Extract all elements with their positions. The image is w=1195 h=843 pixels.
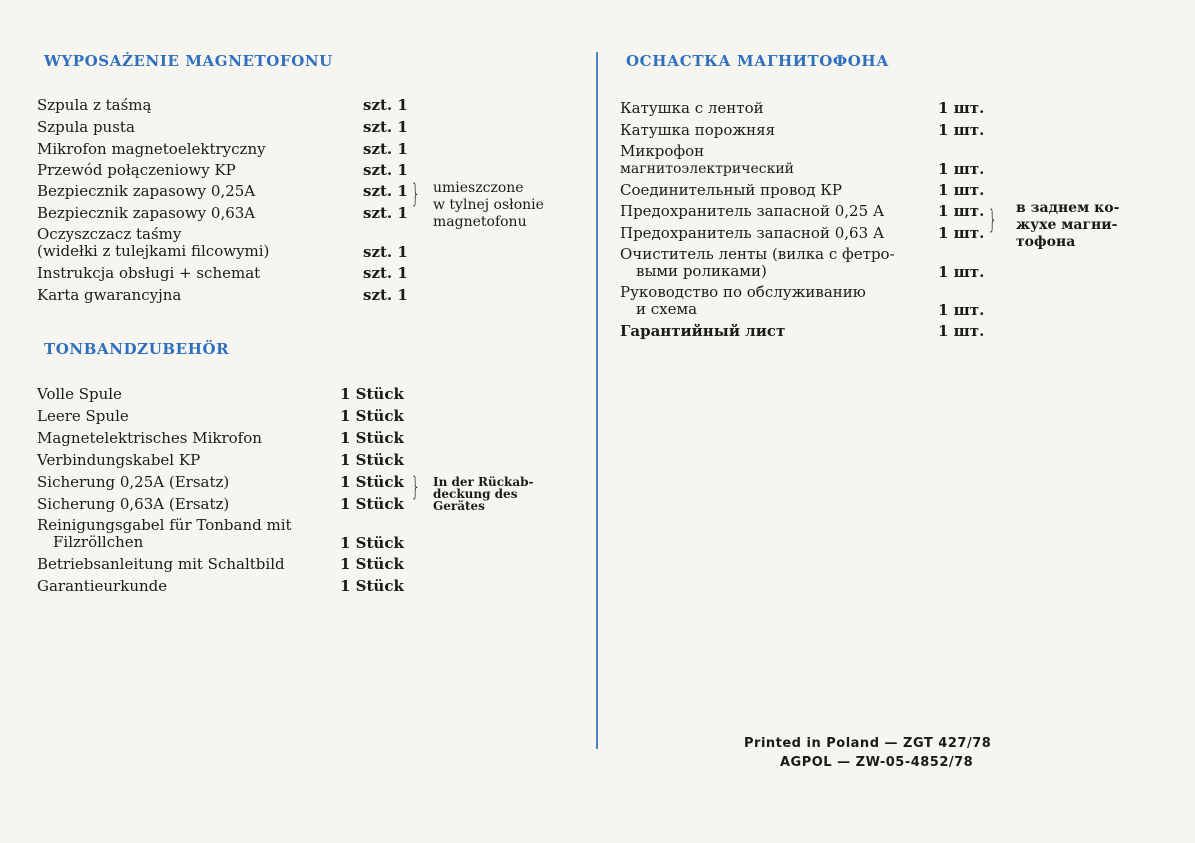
polish-list xyxy=(37,96,417,308)
list-item: Volle Spule 1 Stück xyxy=(37,385,404,403)
imprint-line-1: Printed in Poland — ZGT 427/78 xyxy=(744,736,992,751)
russian-list xyxy=(620,99,1000,344)
polish-note: umieszczone w tylnej osłonie magnetofonu xyxy=(433,180,544,230)
german-note: In der Rückab- deckung des Gerätes xyxy=(433,475,534,513)
list-item: Bezpiecznik zapasowy 0,25A szt. 1 xyxy=(37,182,408,200)
list-item: Предохранитель запасной 0,63 А 1 шт. xyxy=(620,224,985,242)
imprint-line-2: AGPOL — ZW-05-4852/78 xyxy=(780,755,974,770)
list-item: Szpula z taśmą szt. 1 xyxy=(37,96,408,114)
list-item: Karta gwarancyjna szt. 1 xyxy=(37,286,408,304)
list-item: Очиститель ленты (вилка с фетро- выми роликами) 1 шт. xyxy=(620,245,985,281)
list-item: Leere Spule 1 Stück xyxy=(37,407,404,425)
list-item: Предохранитель запасной 0,25 А 1 шт. xyxy=(620,202,985,220)
list-item: Garantieurkunde 1 Stück xyxy=(37,577,404,595)
list-item: Magnetelektrisches Mikrofon 1 Stück xyxy=(37,429,404,447)
polish-heading: WYPOSAŻENIE MAGNETOFONU xyxy=(44,52,333,70)
list-item: Bezpiecznik zapasowy 0,63A szt. 1 xyxy=(37,204,408,222)
polish-brace: } xyxy=(411,179,421,209)
russian-note: в заднем ко- жухе магни- тофона xyxy=(1016,200,1120,250)
list-item: Oczyszczacz taśmy (widełki z tulejkami filcowymi) szt. 1 xyxy=(37,225,408,261)
list-item: Руководство по обслуживанию и схема 1 шт. xyxy=(620,283,985,319)
list-item: Betriebsanleitung mit Schaltbild 1 Stück xyxy=(37,555,404,573)
russian-brace: } xyxy=(988,205,998,235)
list-item: Sicherung 0,25A (Ersatz) 1 Stück xyxy=(37,473,404,491)
list-item: Przewód połączeniowy KP szt. 1 xyxy=(37,161,408,179)
german-brace: } xyxy=(411,472,421,502)
list-item: Микрофон магнитоэлектрический 1 шт. xyxy=(620,142,985,178)
russian-heading: ОСНАСТКА МАГНИТОФОНА xyxy=(626,52,890,70)
list-item: Verbindungskabel KP 1 Stück xyxy=(37,451,404,469)
list-item: Катушка с лентой 1 шт. xyxy=(620,99,985,117)
german-heading: TONBANDZUBEHÖR xyxy=(44,340,230,358)
list-item: Mikrofon magnetoelektryczny szt. 1 xyxy=(37,140,408,158)
column-divider xyxy=(596,52,598,749)
list-item: Гарантийный лист 1 шт. xyxy=(620,322,985,340)
list-item: Szpula pusta szt. 1 xyxy=(37,118,408,136)
german-list xyxy=(37,385,417,599)
list-item: Соединительный провод КР 1 шт. xyxy=(620,181,985,199)
list-item: Instrukcja obsługi + schemat szt. 1 xyxy=(37,264,408,282)
list-item: Reinigungsgabel für Tonband mit Filzröllchen 1 Stück xyxy=(37,516,404,552)
list-item: Sicherung 0,63A (Ersatz) 1 Stück xyxy=(37,495,404,513)
list-item: Катушка порожняя 1 шт. xyxy=(620,121,985,139)
